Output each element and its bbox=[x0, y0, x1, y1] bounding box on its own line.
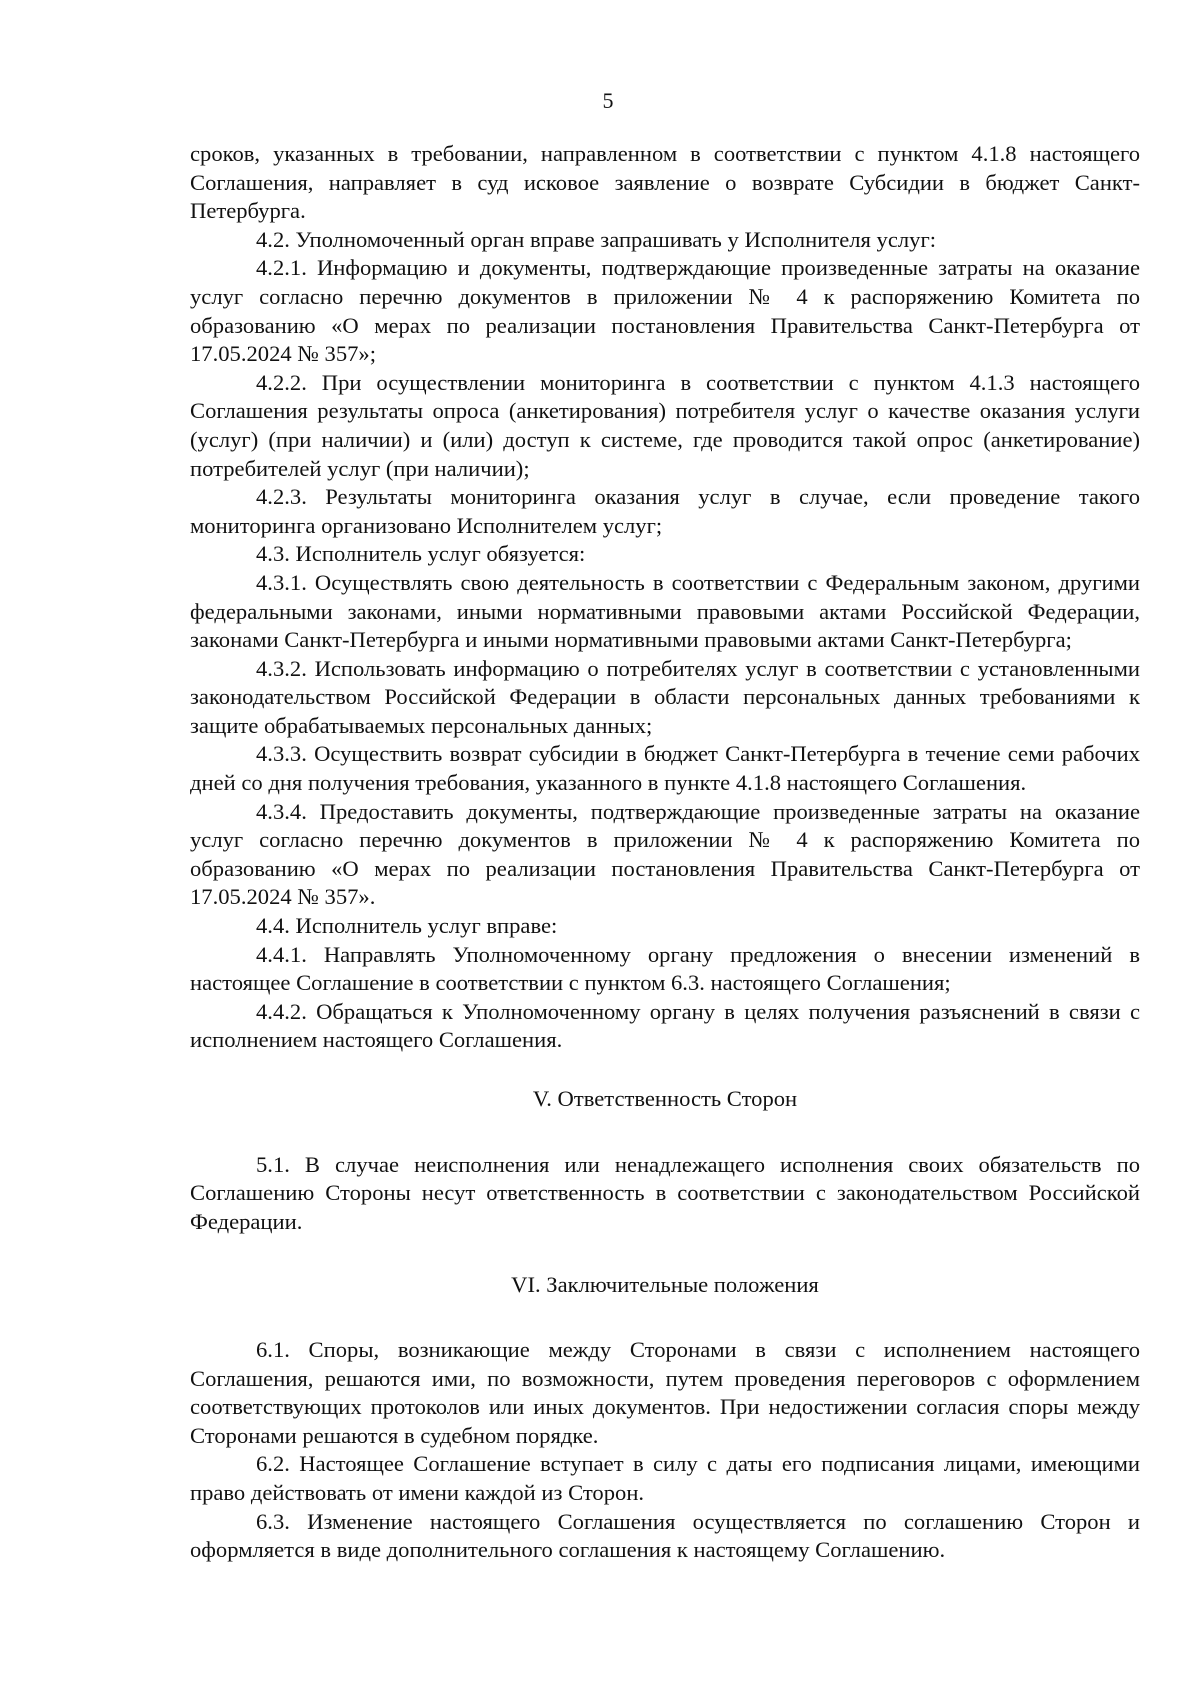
paragraph-4-2-3: 4.2.3. Результаты мониторинга оказания услуг в случае, если проведение такого мониторинга организовано Исполнителем услуг; bbox=[190, 484, 1140, 538]
paragraph-4-3-4: 4.3.4. Предоставить документы, подтверждающие произведенные затраты на оказание услуг согласно перечню документов в приложении № 4 к распоряжению Комитета по образованию «О мерах по реализации постановления Правительства Санкт-Петербурга от 17.05.2024 № 357». bbox=[190, 798, 1140, 910]
page-number: 5 bbox=[602, 88, 614, 113]
paragraph-4-4-2: 4.4.2. Обращаться к Уполномоченному органу в целях получения разъяснений в связи с исполнением настоящего Соглашения. bbox=[190, 998, 1140, 1053]
paragraph-6-3: 6.3. Изменение настоящего Соглашения осуществляется по соглашению Сторон и оформляется в виде дополнительного соглашения к настоящему Соглашению. bbox=[190, 1508, 1140, 1563]
paragraph-4-2: 4.2. Уполномоченный орган вправе запрашивать у Исполнителя услуг: bbox=[256, 226, 936, 252]
paragraph-continuation: сроков, указанных в требовании, направленном в соответствии с пунктом 4.1.8 настоящего Соглашения, направляет в суд исковое заявление о возврате Субсидии в бюджет Санкт-Петербурга. bbox=[190, 141, 1140, 224]
paragraph-4-3-1: 4.3.1. Осуществлять свою деятельность в соответствии с Федеральным законом, другими федеральными законами, иными нормативными правовыми актами Российской Федерации, законами Санкт-Петербурга и иными нормативными правовыми актами Санкт-Петербурга; bbox=[190, 569, 1140, 653]
paragraph-5-1: 5.1. В случае неисполнения или ненадлежащего исполнения своих обязательств по Соглашению Стороны несут ответственность в соответствии с законодательством Российской Федерации. bbox=[190, 1151, 1140, 1234]
paragraph-4-3: 4.3. Исполнитель услуг обязуется: bbox=[256, 541, 586, 567]
paragraph-4-2-1: 4.2.1. Информацию и документы, подтверждающие произведенные затраты на оказание услуг согласно перечню документов в приложении № 4 к распоряжению Комитета по образованию «О мерах по реализации постановления Правительства Санкт-Петербурга от 17.05.2024 № 357»; bbox=[190, 255, 1140, 367]
paragraph-6-2: 6.2. Настоящее Соглашение вступает в силу с даты его подписания лицами, имеющими право действовать от имени каждой из Сторон. bbox=[190, 1451, 1140, 1505]
paragraph-4-4-1: 4.4.1. Направлять Уполномоченному органу предложения о внесении изменений в настоящее Соглашение в соответствии с пунктом 6.3. настоящего Соглашения; bbox=[190, 941, 1140, 996]
paragraph-4-3-2: 4.3.2. Использовать информацию о потребителях услуг в соответствии с установленными законодательством Российской Федерации в области персональных данных требованиями к защите обрабатываемых персональных данных; bbox=[190, 655, 1140, 738]
paragraph-4-4: 4.4. Исполнитель услуг вправе: bbox=[256, 913, 558, 939]
paragraph-4-3-3: 4.3.3. Осуществить возврат субсидии в бюджет Санкт-Петербурга в течение семи рабочих дней со дня получения требования, указанного в пункте 4.1.8 настоящего Соглашения. bbox=[190, 741, 1140, 796]
section-5-heading: V. Ответственность Сторон bbox=[532, 1086, 798, 1111]
section-6-heading: VI. Заключительные положения bbox=[511, 1272, 819, 1298]
paragraph-6-1: 6.1. Споры, возникающие между Сторонами в связи с исполнением настоящего Соглашения, решаются ими, по возможности, путем проведения переговоров с оформлением соответствующих протоколов или иных документов. При недостижении согласия споры между Сторонами решаются в судебном порядке. bbox=[190, 1336, 1140, 1448]
document-body bbox=[190, 140, 1140, 1565]
paragraph-4-2-2: 4.2.2. При осуществлении мониторинга в соответствии с пунктом 4.1.3 настоящего Соглашения результаты опроса (анкетирования) потребителя услуг о качестве оказания услуги (услуг) (при наличии) и (или) доступ к системе, где проводится такой опрос (анкетирование) потребителей услуг (при наличии); bbox=[190, 369, 1140, 481]
